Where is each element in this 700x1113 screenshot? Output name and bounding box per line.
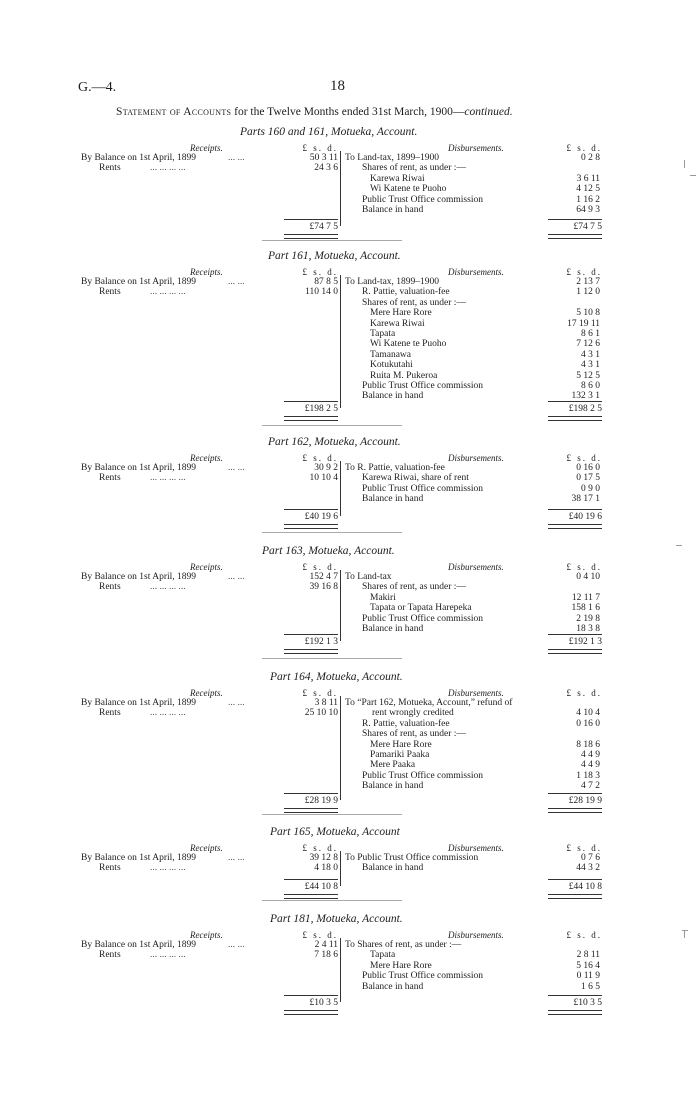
disbursement-amount: 0 11 9 — [576, 971, 600, 982]
disbursement-label: Wi Katene te Puoho — [370, 339, 447, 350]
disbursement-label: Public Trust Office commission — [362, 770, 483, 781]
disbursement-label: To Land-tax, 1899–1900 — [345, 153, 440, 163]
column-divider — [340, 938, 341, 1002]
disbursement-total: £40 19 6 — [568, 512, 602, 522]
disbursement-label: Shares of rent, as under :— — [362, 729, 466, 740]
disbursement-total: £10 3 5 — [573, 998, 602, 1008]
disbursement-label: Balance in hand — [362, 494, 424, 505]
receipt-double-rule — [284, 524, 338, 529]
disbursement-label: Balance in hand — [362, 781, 424, 792]
column-divider — [340, 851, 341, 886]
disbursement-label: Karewa Riwai, share of rent — [362, 473, 469, 484]
disbursement-amount: 0 9 0 — [581, 483, 600, 494]
currency-heading: £ s. d. — [566, 267, 602, 277]
disbursement-amount: 17 19 11 — [567, 318, 600, 329]
column-divider — [340, 151, 341, 226]
section-title: Parts 160 and 161, Motueka, Account. — [240, 126, 418, 138]
section-separator — [262, 532, 402, 533]
section-title: Part 181, Motueka, Account. — [270, 913, 403, 925]
disbursement-amount: 4 12 5 — [576, 184, 600, 195]
currency-heading: £ s. d. — [566, 930, 602, 940]
receipts-heading: Receipts. — [190, 562, 223, 572]
disbursement-amount: 8 18 6 — [576, 739, 600, 750]
heading-continued: continued. — [464, 106, 513, 118]
section-title: Part 162, Motueka, Account. — [268, 436, 401, 448]
leader-dots: ... ... — [228, 940, 245, 950]
receipt-label: By Balance on 1st April, 1899 — [81, 153, 197, 163]
receipt-amount: 39 16 8 — [309, 582, 338, 593]
disbursement-label: Mere Paaka — [370, 760, 416, 771]
disbursement-total: £74 7 5 — [573, 222, 602, 232]
disbursement-label: Kotukutahi — [370, 360, 413, 371]
disbursement-amount: 5 12 5 — [576, 370, 600, 381]
disbursement-double-rule — [548, 416, 602, 421]
leader-dots: ... ... — [228, 853, 245, 863]
currency-heading: £ s. d. — [302, 688, 338, 698]
disbursement-label: Makiri — [370, 592, 396, 603]
disbursements-heading: Disbursements. — [448, 562, 504, 572]
currency-heading: £ s. d. — [302, 453, 338, 463]
receipt-label: Rents — [99, 287, 121, 298]
disbursement-label: Tamanawa — [370, 349, 412, 360]
disbursement-label: Shares of rent, as under :— — [362, 163, 466, 174]
leader-dots: ... ... — [228, 277, 245, 287]
disbursement-amount: 2 8 11 — [576, 950, 600, 961]
receipt-label: Rents — [99, 473, 121, 484]
disbursement-label: Balance in hand — [362, 205, 424, 215]
currency-heading: £ s. d. — [302, 267, 338, 277]
heading-smallcaps: Statement of Accounts — [116, 106, 232, 118]
disbursement-label: Karewa Riwai — [370, 318, 425, 329]
receipts-heading: Receipts. — [190, 267, 223, 277]
receipt-label: By Balance on 1st April, 1899 — [81, 572, 197, 582]
receipt-total: £10 3 5 — [309, 998, 338, 1008]
receipts-heading: Receipts. — [190, 143, 223, 153]
disbursement-label: Balance in hand — [362, 863, 424, 874]
receipt-amount: 152 4 7 — [309, 572, 338, 582]
disbursements-heading: Disbursements. — [448, 143, 504, 153]
receipt-label: Rents — [99, 863, 121, 874]
receipt-label: By Balance on 1st April, 1899 — [81, 463, 197, 473]
section-title: Part 164, Motueka, Account. — [270, 671, 403, 683]
disbursement-amount: 0 7 6 — [581, 853, 600, 863]
disbursement-label: To Land-tax, 1899–1900 — [345, 277, 440, 287]
disbursement-amount: 8 6 0 — [581, 381, 600, 391]
receipt-rule — [284, 793, 338, 794]
disbursement-label: Public Trust Office commission — [362, 971, 483, 982]
receipt-rule — [284, 879, 338, 880]
leader-dots: ... ... — [228, 572, 245, 582]
receipts-heading: Receipts. — [190, 930, 223, 940]
receipt-total: £28 19 9 — [304, 796, 338, 806]
column-divider — [340, 696, 341, 800]
currency-heading: £ s. d. — [566, 453, 602, 463]
disbursement-label: Karewa Riwai — [370, 173, 425, 184]
disbursement-label: Public Trust Office commission — [362, 194, 483, 205]
currency-heading: £ s. d. — [302, 143, 338, 153]
disbursement-label: Balance in hand — [362, 624, 424, 634]
section-title: Part 165, Motueka, Account — [270, 826, 400, 838]
margin-mark — [676, 545, 682, 546]
margin-mark — [684, 930, 685, 938]
disbursement-amount: 5 10 8 — [576, 308, 600, 319]
disbursement-label: Pamariki Paaka — [370, 750, 430, 760]
disbursement-amount: 1 18 3 — [576, 770, 600, 781]
disbursement-amount: 4 7 2 — [581, 781, 600, 792]
disbursement-label: To R. Pattie, valuation-fee — [345, 463, 445, 473]
disbursement-amount: 2 13 7 — [576, 277, 600, 287]
disbursement-total: £192 1 3 — [568, 637, 602, 647]
disbursement-total: £44 10 8 — [568, 882, 602, 892]
disbursement-label: rent wrongly credited — [372, 708, 454, 719]
receipt-total: £74 7 5 — [309, 222, 338, 232]
receipt-label: Rents — [99, 950, 121, 961]
disbursement-double-rule — [548, 234, 602, 239]
section-separator — [262, 425, 402, 426]
section-title: Part 163, Motueka, Account. — [262, 545, 395, 557]
receipt-amount: 3 8 11 — [314, 698, 338, 708]
leader-dots: ... ... ... ... — [150, 708, 186, 719]
disbursement-amount: 8 6 1 — [581, 329, 600, 339]
disbursement-amount: 12 11 7 — [571, 592, 600, 603]
disbursement-amount: 64 9 3 — [576, 205, 600, 215]
receipt-total: £40 19 6 — [304, 512, 338, 522]
leader-dots: ... ... ... ... — [150, 582, 186, 593]
disbursement-amount: 4 3 1 — [581, 360, 600, 371]
disbursement-amount: 4 4 9 — [581, 750, 600, 760]
disbursement-rule — [548, 634, 602, 635]
disbursement-label: Mere Hare Rore — [370, 308, 432, 319]
disbursement-total: £28 19 9 — [568, 796, 602, 806]
currency-heading: £ s. d. — [566, 688, 602, 698]
receipt-amount: 4 18 0 — [314, 863, 338, 874]
disbursement-label: To Land-tax — [345, 572, 392, 582]
receipt-label: By Balance on 1st April, 1899 — [81, 698, 197, 708]
receipt-rule — [284, 995, 338, 996]
currency-heading: £ s. d. — [566, 143, 602, 153]
disbursement-double-rule — [548, 649, 602, 654]
disbursement-rule — [548, 401, 602, 402]
receipts-heading: Receipts. — [190, 843, 223, 853]
disbursement-label: Public Trust Office commission — [362, 381, 483, 391]
currency-heading: £ s. d. — [302, 562, 338, 572]
disbursements-heading: Disbursements. — [448, 843, 504, 853]
disbursement-label: To Public Trust Office commission — [345, 853, 479, 863]
leader-dots: ... ... ... ... — [150, 863, 186, 874]
disbursement-label: Balance in hand — [362, 391, 424, 402]
receipt-amount: 24 3 6 — [314, 163, 338, 174]
receipt-rule — [284, 509, 338, 510]
receipt-amount: 39 12 8 — [309, 853, 338, 863]
margin-mark — [690, 175, 696, 176]
column-divider — [340, 461, 341, 516]
disbursement-rule — [548, 793, 602, 794]
column-divider — [340, 570, 341, 641]
receipt-double-rule — [284, 894, 338, 899]
disbursement-label: To Shares of rent, as under :— — [345, 940, 462, 950]
column-divider — [340, 275, 341, 408]
disbursement-label: Tapata or Tapata Harepeka — [370, 603, 472, 614]
disbursement-amount: 2 19 8 — [576, 613, 600, 624]
disbursement-label: Shares of rent, as under :— — [362, 297, 466, 308]
receipt-total: £198 2 5 — [304, 404, 338, 414]
section-separator — [262, 814, 402, 815]
disbursement-label: Tapata — [370, 329, 396, 339]
disbursement-rule — [548, 995, 602, 996]
disbursement-amount: 1 6 5 — [581, 981, 600, 992]
disbursement-double-rule — [548, 1010, 602, 1015]
disbursements-heading: Disbursements. — [448, 267, 504, 277]
receipt-label: By Balance on 1st April, 1899 — [81, 277, 197, 287]
disbursements-heading: Disbursements. — [448, 930, 504, 940]
currency-heading: £ s. d. — [302, 843, 338, 853]
disbursements-heading: Disbursements. — [448, 688, 504, 698]
disbursement-amount: 3 6 11 — [576, 173, 600, 184]
leader-dots: ... ... ... ... — [150, 473, 186, 484]
disbursement-label: Ruita M. Pukeroa — [370, 370, 438, 381]
disbursement-amount: 0 4 10 — [576, 572, 600, 582]
section-separator — [262, 900, 402, 901]
leader-dots: ... ... — [228, 153, 245, 163]
disbursement-amount: 38 17 1 — [571, 494, 600, 505]
page-reference: G.—4. — [78, 80, 117, 95]
disbursement-label: Balance in hand — [362, 981, 424, 992]
disbursement-total: £198 2 5 — [568, 404, 602, 414]
disbursement-amount: 1 12 0 — [576, 287, 600, 298]
heading-text: for the Twelve Months ended 31st March, 1900— — [234, 106, 465, 118]
disbursement-amount: 7 12 6 — [576, 339, 600, 350]
disbursement-double-rule — [548, 808, 602, 813]
disbursement-double-rule — [548, 894, 602, 899]
disbursement-rule — [548, 879, 602, 880]
leader-dots: ... ... ... ... — [150, 163, 186, 174]
receipt-amount: 87 8 5 — [314, 277, 338, 287]
receipt-label: By Balance on 1st April, 1899 — [81, 940, 197, 950]
disbursement-rule — [548, 509, 602, 510]
receipt-total: £192 1 3 — [304, 637, 338, 647]
disbursement-amount: 44 3 2 — [576, 863, 600, 874]
disbursement-amount: 0 16 0 — [576, 463, 600, 473]
disbursement-amount: 4 4 9 — [581, 760, 600, 771]
receipt-double-rule — [284, 416, 338, 421]
currency-heading: £ s. d. — [566, 843, 602, 853]
leader-dots: ... ... ... ... — [150, 287, 186, 298]
leader-dots: ... ... ... ... — [150, 950, 186, 961]
disbursement-label: Public Trust Office commission — [362, 483, 483, 494]
disbursement-amount: 0 2 8 — [581, 153, 600, 163]
leader-dots: ... ... — [228, 463, 245, 473]
disbursement-amount: 0 17 5 — [576, 473, 600, 484]
disbursement-label: Mere Hare Rore — [370, 960, 432, 971]
receipt-label: By Balance on 1st April, 1899 — [81, 853, 197, 863]
leader-dots: ... ... — [228, 698, 245, 708]
receipt-rule — [284, 401, 338, 402]
receipt-label: Rents — [99, 163, 121, 174]
receipts-heading: Receipts. — [190, 453, 223, 463]
disbursement-amount: 1 16 2 — [576, 194, 600, 205]
disbursement-label: Mere Hare Rore — [370, 739, 432, 750]
disbursement-amount: 4 10 4 — [576, 708, 600, 719]
disbursement-label: Shares of rent, as under :— — [362, 582, 466, 593]
receipt-amount: 25 10 10 — [304, 708, 338, 719]
receipt-double-rule — [284, 649, 338, 654]
receipt-double-rule — [284, 808, 338, 813]
section-title: Part 161, Motueka, Account. — [268, 250, 401, 262]
disbursement-amount: 18 3 8 — [576, 624, 600, 634]
statement-heading — [116, 106, 513, 118]
receipt-rule — [284, 634, 338, 635]
receipt-amount: 50 3 11 — [309, 153, 338, 163]
receipt-double-rule — [284, 234, 338, 239]
receipt-amount: 10 10 4 — [309, 473, 338, 484]
margin-mark — [684, 160, 685, 168]
disbursement-amount: 5 16 4 — [576, 960, 600, 971]
receipt-amount: 7 18 6 — [314, 950, 338, 961]
disbursements-heading: Disbursements. — [448, 453, 504, 463]
margin-mark — [682, 930, 688, 931]
disbursement-label: R. Pattie, valuation-fee — [362, 718, 450, 729]
section-separator — [262, 658, 402, 659]
page-number: 18 — [330, 78, 345, 94]
receipt-amount: 2 4 11 — [314, 940, 338, 950]
disbursement-rule — [548, 219, 602, 220]
currency-heading: £ s. d. — [566, 562, 602, 572]
disbursement-label: To “Part 162, Motueka, Account,” refund of — [345, 698, 513, 708]
receipts-heading: Receipts. — [190, 688, 223, 698]
disbursement-label: R. Pattie, valuation-fee — [362, 287, 450, 298]
disbursement-label: Wi Katene te Puoho — [370, 184, 447, 195]
receipt-label: Rents — [99, 708, 121, 719]
receipt-double-rule — [284, 1010, 338, 1015]
receipt-amount: 110 14 0 — [305, 287, 338, 298]
disbursement-amount: 132 3 1 — [571, 391, 600, 402]
disbursement-amount: 158 1 6 — [571, 603, 600, 614]
currency-heading: £ s. d. — [302, 930, 338, 940]
receipt-label: Rents — [99, 582, 121, 593]
section-separator — [262, 240, 402, 241]
receipt-amount: 30 9 2 — [314, 463, 338, 473]
disbursement-label: Tapata — [370, 950, 396, 961]
disbursement-amount: 4 3 1 — [581, 349, 600, 360]
receipt-total: £44 10 8 — [304, 882, 338, 892]
receipt-rule — [284, 219, 338, 220]
disbursement-double-rule — [548, 524, 602, 529]
disbursement-label: Public Trust Office commission — [362, 613, 483, 624]
disbursement-amount: 0 16 0 — [576, 718, 600, 729]
